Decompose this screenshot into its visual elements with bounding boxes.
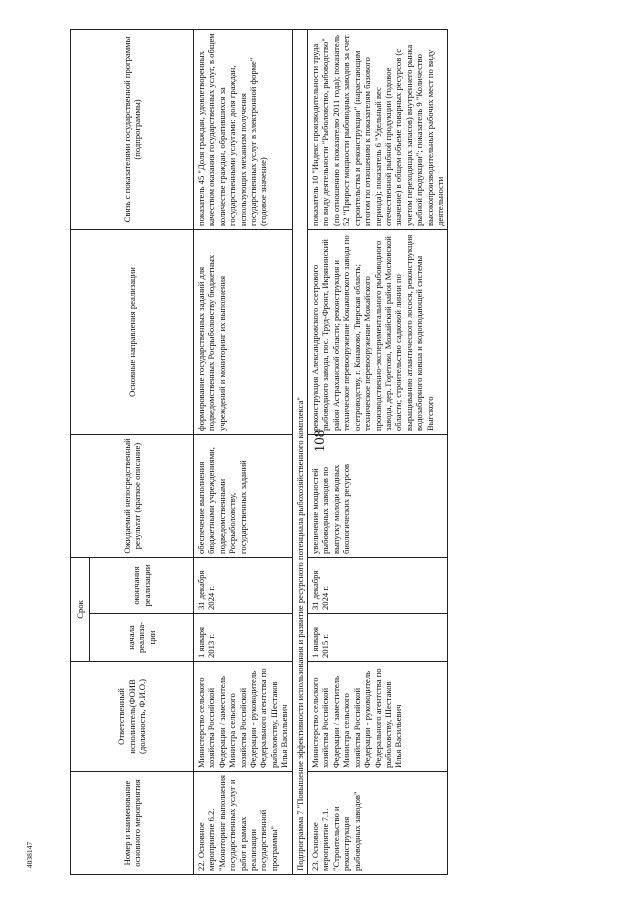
row-start: 1 января 2013 г.	[194, 614, 293, 662]
row-result: обеспечение выполнения бюджетными учреждениями, подведомственными Росрыболовству, государственных заданий	[194, 434, 293, 557]
row-directions: реконструкция Александровского осетрового рыбоводного завода, пос. Труд-Фронт, Икрянинский район Астраханской области; реконструкция и техническое перевооружение Конаковского завода по осетроводству, г. Конаково, Тверская область; техническое перевооружение Можайского производственно-экспериментального рыбоводного завода, дер. Горетово, Можайский район Московской области; строительство садковой линии по выращиванию атлантического лосося, реконструкция водозаборного ковша и водоподающей системы Выгского	[308, 229, 448, 434]
row-name: Основное мероприятие 7.1. "Строительство и реконструкция рыбоводных заводов"	[310, 791, 362, 871]
row-link: показатель 10 "Индекс производительности труда по виду деятельности "Рыболовство, рыбоводство" (по отношению к показателю 2011 года); показатель 52 "Прирост мощности рыбоводных заводов за счет строительства и реконструкции" (нарастающим итогом по отношению к показателям базового периода); показатель 6 "Удельный вес отечественной рыбной продукции (годовое значение) в общем объеме товарных ресурсов (с учетом переходящих запасов) внутреннего рынка рыбной продукции"; показатель 9 "Количество высокопроизводительных рабочих мест по виду деятельности	[308, 29, 448, 229]
row-end: 31 декабря 2024 г.	[194, 557, 293, 613]
measures-table	[70, 29, 448, 875]
row-link: показатель 45 "Доля граждан, удовлетворенных качеством оказания государственных услуг, в общем количестве граждан, обратившихся за государственными услугами: доля граждан, использующих механизм получения государственных услуг в электронной форме" (годовое значение)	[194, 29, 293, 229]
row-number-name	[194, 772, 293, 875]
document-code: 4038147	[25, 841, 34, 869]
header-start: начала реализа-ции	[90, 614, 194, 662]
header-responsible: Ответственный исполнитель(ФОИВ (должность, Ф.И.О.)	[71, 662, 194, 772]
header-link: Связь с показателями государственной программы (подпрограммы)	[71, 29, 194, 229]
row-result: увеличение мощностей рыбоводных заводов по выпуску молоди водных биологических ресурсов	[308, 434, 448, 557]
row-number: 22.	[196, 858, 206, 871]
row-number: 23.	[310, 858, 321, 871]
row-name: Основное мероприятие 6.2. "Мониторинг выполнения государственных услуг и работ в рамках реализации государственной программы"	[196, 774, 279, 871]
row-start: 1 января 2015 г.	[308, 614, 448, 662]
table-row	[194, 29, 293, 874]
header-end: окончания реализации	[90, 557, 194, 613]
subprogram-row	[292, 29, 307, 874]
row-responsible: Министерство сельского хозяйства Российской Федерации / заместитель Министра сельского хозяйства Российской Федерации - руководитель Федерального агентства по рыболовству, Шестаков Илья Васильевич	[194, 662, 293, 772]
header-row-1	[71, 29, 90, 874]
subprogram-title: Подпрограмма 7 "Повышение эффективности использования и развитие ресурсного потенциала рыбохозяйственного комплекса"	[292, 29, 307, 874]
row-responsible: Министерство сельского хозяйства Российской Федерации / заместитель Министра сельского хозяйства Российской Федерации - руководитель Федерального агентства по рыболовству, Шестаков Илья Васильевич	[308, 662, 448, 772]
page-number: 108	[312, 429, 328, 453]
rotated-table-container	[70, 30, 618, 875]
table-row	[308, 29, 448, 874]
header-number-name: Номер и наименование основного мероприятия	[71, 772, 194, 875]
header-directions: Основные направления реализации	[71, 229, 194, 434]
header-result: Ожидаемый непосредственный результат (краткое описание)	[71, 434, 194, 557]
header-term: Срок	[71, 557, 90, 661]
row-end: 31 декабря 2024 г.	[308, 557, 448, 613]
row-directions: формирование государственных заданий для подведомственных Росрыболовству бюджетных учреждений и мониторинг их выполнения	[194, 229, 293, 434]
row-number-name	[308, 772, 448, 875]
